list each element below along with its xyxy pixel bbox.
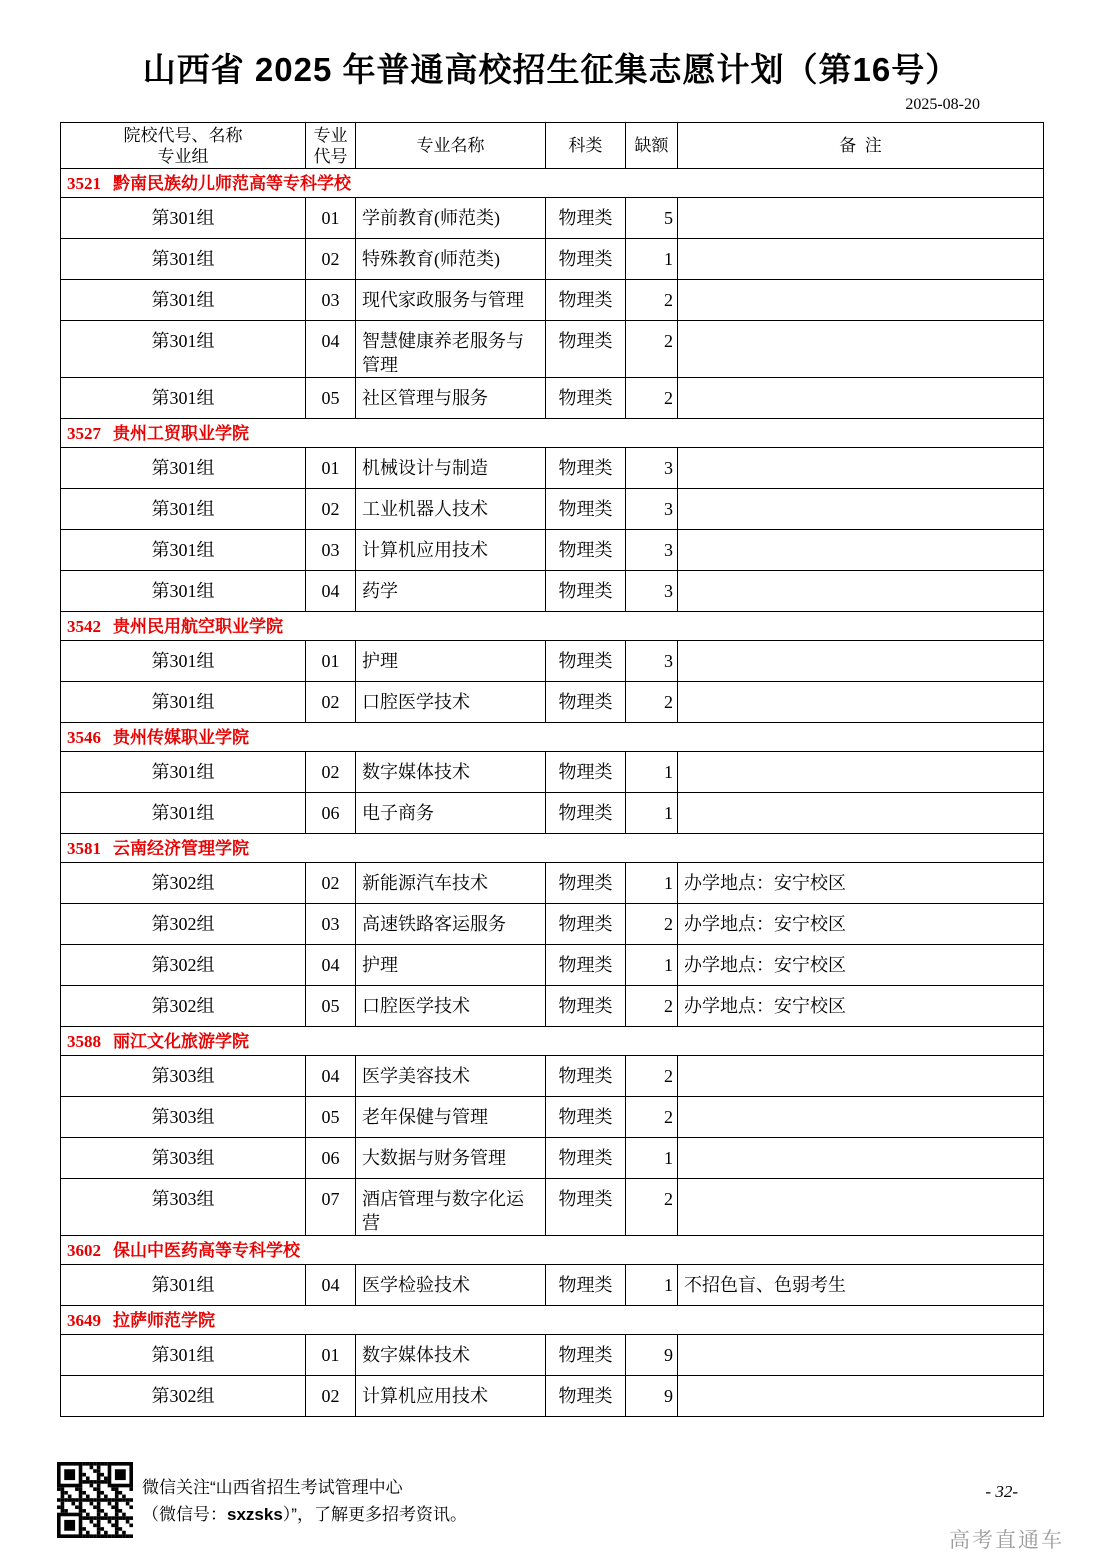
- major-name-cell: 现代家政服务与管理: [356, 280, 546, 321]
- remark-cell: [678, 489, 1044, 530]
- vacancy-cell: 1: [626, 239, 678, 280]
- category-cell: 物理类: [546, 321, 626, 378]
- plan-row: [61, 986, 1044, 1027]
- school-code: 3521: [67, 173, 101, 193]
- remark-cell: [678, 1138, 1044, 1179]
- school-section-row: [61, 834, 1044, 863]
- major-code-cell: 04: [306, 945, 356, 986]
- school-name: 丽江文化旅游学院: [113, 1031, 249, 1051]
- major-code-cell: 02: [306, 682, 356, 723]
- major-code-cell: 03: [306, 904, 356, 945]
- major-code-cell: 06: [306, 793, 356, 834]
- vacancy-cell: 2: [626, 321, 678, 378]
- category-cell: 物理类: [546, 1376, 626, 1417]
- major-name-cell: 智慧健康养老服务与管理: [356, 321, 546, 378]
- plan-row: [61, 1335, 1044, 1376]
- remark-cell: [678, 793, 1044, 834]
- major-code-cell: 02: [306, 489, 356, 530]
- major-name-cell: 计算机应用技术: [356, 530, 546, 571]
- vacancy-cell: 2: [626, 1097, 678, 1138]
- major-code-cell: 07: [306, 1179, 356, 1236]
- header-major-code-line2: 代号: [313, 146, 348, 166]
- group-cell: 第303组: [61, 1097, 306, 1138]
- vacancy-cell: 1: [626, 863, 678, 904]
- header-college-group: [61, 123, 306, 169]
- major-name-cell: 数字媒体技术: [356, 752, 546, 793]
- major-code-cell: 02: [306, 863, 356, 904]
- school-section-header: [61, 1306, 1044, 1335]
- plan-row: [61, 641, 1044, 682]
- major-name-cell: 数字媒体技术: [356, 1335, 546, 1376]
- school-section-row: [61, 169, 1044, 198]
- vacancy-cell: 1: [626, 1138, 678, 1179]
- major-name-cell: 电子商务: [356, 793, 546, 834]
- category-cell: 物理类: [546, 641, 626, 682]
- group-cell: 第303组: [61, 1179, 306, 1236]
- category-cell: 物理类: [546, 793, 626, 834]
- category-cell: 物理类: [546, 1265, 626, 1306]
- plan-row: [61, 752, 1044, 793]
- major-name-cell: 特殊教育(师范类): [356, 239, 546, 280]
- school-section-header: [61, 1236, 1044, 1265]
- major-code-cell: 01: [306, 198, 356, 239]
- plan-row: [61, 280, 1044, 321]
- plan-row: [61, 1376, 1044, 1417]
- group-cell: 第301组: [61, 752, 306, 793]
- vacancy-cell: 1: [626, 1265, 678, 1306]
- group-cell: 第301组: [61, 280, 306, 321]
- remark-cell: [678, 280, 1044, 321]
- header-college-line2: 专业组: [157, 146, 209, 166]
- school-name: 拉萨师范学院: [113, 1310, 215, 1330]
- category-cell: 物理类: [546, 1056, 626, 1097]
- group-cell: 第301组: [61, 321, 306, 378]
- header-major-code: [306, 123, 356, 169]
- group-cell: 第301组: [61, 1265, 306, 1306]
- plan-table: [60, 122, 1044, 1417]
- major-name-cell: 医学检验技术: [356, 1265, 546, 1306]
- remark-cell: [678, 239, 1044, 280]
- vacancy-cell: 1: [626, 752, 678, 793]
- school-section-header: [61, 612, 1044, 641]
- plan-row: [61, 489, 1044, 530]
- vacancy-cell: 5: [626, 198, 678, 239]
- group-cell: 第302组: [61, 986, 306, 1027]
- category-cell: 物理类: [546, 1179, 626, 1236]
- major-name-cell: 医学美容技术: [356, 1056, 546, 1097]
- major-name-cell: 药学: [356, 571, 546, 612]
- plan-row: [61, 530, 1044, 571]
- remark-cell: [678, 530, 1044, 571]
- major-name-cell: 老年保健与管理: [356, 1097, 546, 1138]
- category-cell: 物理类: [546, 239, 626, 280]
- plan-row: [61, 1097, 1044, 1138]
- remark-cell: [678, 1179, 1044, 1236]
- doc-date: 2025-08-20: [905, 96, 980, 113]
- group-cell: 第301组: [61, 793, 306, 834]
- plan-row: [61, 239, 1044, 280]
- vacancy-cell: 2: [626, 1179, 678, 1236]
- group-cell: 第302组: [61, 1376, 306, 1417]
- major-code-cell: 03: [306, 280, 356, 321]
- category-cell: 物理类: [546, 1335, 626, 1376]
- major-code-cell: 01: [306, 1335, 356, 1376]
- school-section-header: [61, 419, 1044, 448]
- qr-code: [57, 1462, 133, 1538]
- vacancy-cell: 3: [626, 530, 678, 571]
- category-cell: 物理类: [546, 904, 626, 945]
- major-name-cell: 护理: [356, 945, 546, 986]
- footer-wechat-id: sxzsks: [227, 1505, 283, 1524]
- school-code: 3542: [67, 616, 101, 636]
- major-code-cell: 01: [306, 641, 356, 682]
- category-cell: 物理类: [546, 198, 626, 239]
- major-name-cell: 工业机器人技术: [356, 489, 546, 530]
- school-code: 3527: [67, 423, 101, 443]
- group-cell: 第301组: [61, 641, 306, 682]
- watermark: 高考直通车: [949, 1529, 1064, 1552]
- header-vacancy: 缺额: [626, 123, 678, 169]
- plan-row: [61, 1056, 1044, 1097]
- major-name-cell: 高速铁路客运服务: [356, 904, 546, 945]
- footer-line1: 微信关注“山西省招生考试管理中心: [142, 1478, 403, 1497]
- plan-row: [61, 793, 1044, 834]
- major-code-cell: 06: [306, 1138, 356, 1179]
- vacancy-cell: 2: [626, 1056, 678, 1097]
- school-section-row: [61, 1306, 1044, 1335]
- major-code-cell: 02: [306, 752, 356, 793]
- school-section-header: [61, 1027, 1044, 1056]
- plan-row: [61, 198, 1044, 239]
- category-cell: 物理类: [546, 571, 626, 612]
- major-name-cell: 新能源汽车技术: [356, 863, 546, 904]
- vacancy-cell: 3: [626, 571, 678, 612]
- school-code: 3588: [67, 1031, 101, 1051]
- remark-cell: [678, 1335, 1044, 1376]
- major-name-cell: 口腔医学技术: [356, 682, 546, 723]
- plan-row: [61, 448, 1044, 489]
- remark-cell: [678, 1097, 1044, 1138]
- category-cell: 物理类: [546, 1138, 626, 1179]
- major-code-cell: 04: [306, 571, 356, 612]
- school-name: 贵州工贸职业学院: [113, 423, 249, 443]
- remark-cell: 办学地点：安宁校区: [678, 863, 1044, 904]
- remark-cell: [678, 448, 1044, 489]
- header-major-name: 专业名称: [356, 123, 546, 169]
- group-cell: 第301组: [61, 1335, 306, 1376]
- school-name: 黔南民族幼儿师范高等专科学校: [113, 173, 351, 193]
- remark-cell: [678, 378, 1044, 419]
- plan-row: [61, 904, 1044, 945]
- group-cell: 第301组: [61, 198, 306, 239]
- school-section-header: [61, 834, 1044, 863]
- school-code: 3581: [67, 838, 101, 858]
- major-name-cell: 社区管理与服务: [356, 378, 546, 419]
- school-section-row: [61, 1236, 1044, 1265]
- category-cell: 物理类: [546, 863, 626, 904]
- remark-cell: [678, 321, 1044, 378]
- group-cell: 第301组: [61, 530, 306, 571]
- category-cell: 物理类: [546, 280, 626, 321]
- vacancy-cell: 3: [626, 489, 678, 530]
- category-cell: 物理类: [546, 986, 626, 1027]
- major-name-cell: 计算机应用技术: [356, 1376, 546, 1417]
- major-code-cell: 01: [306, 448, 356, 489]
- remark-cell: [678, 752, 1044, 793]
- header-category: 科类: [546, 123, 626, 169]
- group-cell: 第301组: [61, 239, 306, 280]
- group-cell: 第301组: [61, 682, 306, 723]
- school-section-row: [61, 419, 1044, 448]
- school-section-header: [61, 723, 1044, 752]
- plan-row: [61, 571, 1044, 612]
- major-code-cell: 02: [306, 1376, 356, 1417]
- remark-cell: [678, 1056, 1044, 1097]
- category-cell: 物理类: [546, 752, 626, 793]
- plan-row: [61, 378, 1044, 419]
- remark-cell: [678, 571, 1044, 612]
- vacancy-cell: 9: [626, 1335, 678, 1376]
- vacancy-cell: 3: [626, 641, 678, 682]
- remark-cell: [678, 1376, 1044, 1417]
- school-code: 3649: [67, 1310, 101, 1330]
- major-code-cell: 04: [306, 321, 356, 378]
- footer-line2-suffix: ）”，了解更多招考资讯。: [282, 1505, 467, 1524]
- major-name-cell: 机械设计与制造: [356, 448, 546, 489]
- school-name: 贵州传媒职业学院: [113, 727, 249, 747]
- school-section-header: [61, 169, 1044, 198]
- page-number: - 32-: [985, 1482, 1018, 1501]
- category-cell: 物理类: [546, 682, 626, 723]
- category-cell: 物理类: [546, 489, 626, 530]
- header-college-line1: 院校代号、名称: [123, 125, 243, 145]
- footer-text: [142, 1474, 467, 1528]
- group-cell: 第302组: [61, 863, 306, 904]
- plan-row: [61, 1138, 1044, 1179]
- category-cell: 物理类: [546, 530, 626, 571]
- group-cell: 第303组: [61, 1138, 306, 1179]
- category-cell: 物理类: [546, 378, 626, 419]
- school-name: 保山中医药高等专科学校: [113, 1240, 300, 1260]
- header-major-code-line1: 专业: [313, 125, 348, 145]
- header-remark: 备 注: [678, 123, 1044, 169]
- plan-row: [61, 682, 1044, 723]
- remark-cell: 办学地点：安宁校区: [678, 986, 1044, 1027]
- school-code: 3602: [67, 1240, 101, 1260]
- page-title: 山西省 2025 年普通高校招生征集志愿计划（第16号）: [142, 51, 960, 88]
- plan-row: [61, 945, 1044, 986]
- major-name-cell: 学前教育(师范类): [356, 198, 546, 239]
- major-code-cell: 05: [306, 986, 356, 1027]
- category-cell: 物理类: [546, 945, 626, 986]
- major-code-cell: 04: [306, 1056, 356, 1097]
- remark-cell: 办学地点：安宁校区: [678, 904, 1044, 945]
- major-name-cell: 口腔医学技术: [356, 986, 546, 1027]
- vacancy-cell: 3: [626, 448, 678, 489]
- school-section-row: [61, 723, 1044, 752]
- remark-cell: [678, 641, 1044, 682]
- major-name-cell: 护理: [356, 641, 546, 682]
- remark-cell: [678, 682, 1044, 723]
- major-name-cell: 酒店管理与数字化运营: [356, 1179, 546, 1236]
- group-cell: 第301组: [61, 448, 306, 489]
- vacancy-cell: 1: [626, 945, 678, 986]
- group-cell: 第301组: [61, 571, 306, 612]
- vacancy-cell: 2: [626, 986, 678, 1027]
- vacancy-cell: 9: [626, 1376, 678, 1417]
- category-cell: 物理类: [546, 448, 626, 489]
- major-code-cell: 04: [306, 1265, 356, 1306]
- school-section-row: [61, 1027, 1044, 1056]
- remark-cell: 办学地点：安宁校区: [678, 945, 1044, 986]
- major-code-cell: 05: [306, 1097, 356, 1138]
- footer-line2-prefix: （微信号：: [142, 1505, 227, 1524]
- vacancy-cell: 1: [626, 793, 678, 834]
- table-header-row: [61, 123, 1044, 169]
- vacancy-cell: 2: [626, 280, 678, 321]
- major-name-cell: 大数据与财务管理: [356, 1138, 546, 1179]
- group-cell: 第301组: [61, 489, 306, 530]
- major-code-cell: 02: [306, 239, 356, 280]
- remark-cell: 不招色盲、色弱考生: [678, 1265, 1044, 1306]
- vacancy-cell: 2: [626, 682, 678, 723]
- group-cell: 第302组: [61, 904, 306, 945]
- category-cell: 物理类: [546, 1097, 626, 1138]
- vacancy-cell: 2: [626, 904, 678, 945]
- group-cell: 第303组: [61, 1056, 306, 1097]
- plan-table-body: [61, 169, 1044, 1417]
- remark-cell: [678, 198, 1044, 239]
- major-code-cell: 05: [306, 378, 356, 419]
- school-section-row: [61, 612, 1044, 641]
- plan-row: [61, 1179, 1044, 1236]
- major-code-cell: 03: [306, 530, 356, 571]
- plan-row: [61, 321, 1044, 378]
- group-cell: 第302组: [61, 945, 306, 986]
- school-code: 3546: [67, 727, 101, 747]
- plan-row: [61, 1265, 1044, 1306]
- footer-line2: [142, 1501, 467, 1528]
- group-cell: 第301组: [61, 378, 306, 419]
- plan-row: [61, 863, 1044, 904]
- school-name: 贵州民用航空职业学院: [113, 616, 283, 636]
- vacancy-cell: 2: [626, 378, 678, 419]
- school-name: 云南经济管理学院: [113, 838, 249, 858]
